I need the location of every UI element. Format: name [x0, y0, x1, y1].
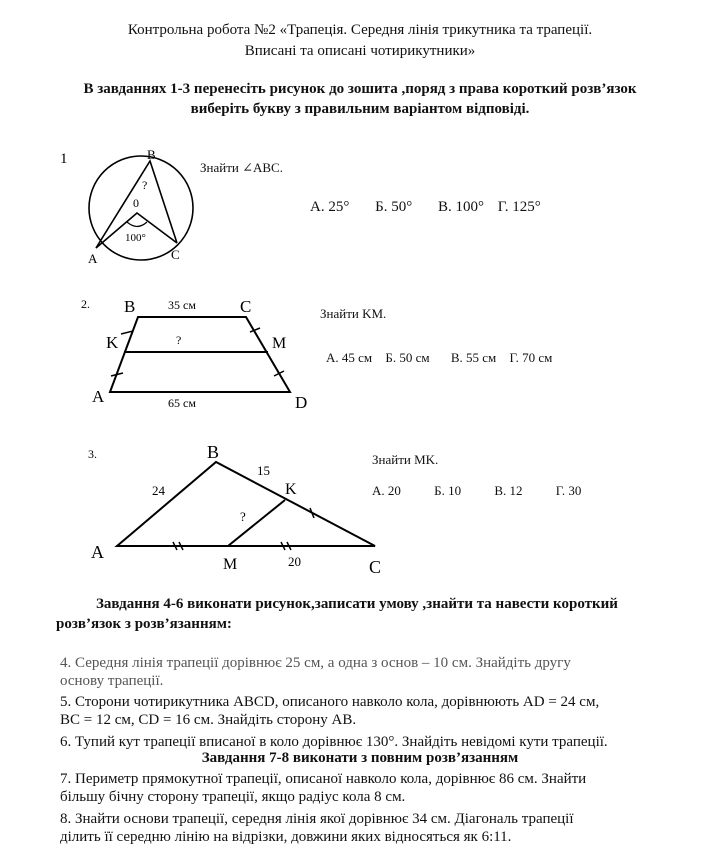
task7-line-2: більшу бічну сторону трапеції, якщо радіус кола 8 см.	[60, 789, 406, 805]
circumscribed-circle	[89, 156, 193, 260]
task3-number: 3.	[88, 447, 97, 461]
title-line-2: Вписані та описані чотирикутники»	[244, 43, 476, 59]
central-angle-arc	[127, 222, 147, 227]
point-d-label: D	[295, 393, 308, 412]
task2-option-b: Б. 50 см	[385, 350, 430, 365]
task5-line-2: BC = 12 см, CD = 16 см. Знайдіть сторону AB.	[60, 712, 357, 728]
midline-mk	[228, 500, 285, 546]
section-4-6-line-1: Завдання 4-6 виконати рисунок,записати умову ,знайти та навести короткий	[96, 596, 618, 612]
task2-figure	[78, 290, 328, 420]
central-angle-value: 100°	[125, 232, 146, 244]
task3-option-d: Г. 30	[555, 483, 582, 498]
section-4-6-heading	[56, 594, 696, 634]
task4-line-2: основу трапеції.	[60, 673, 164, 689]
segment-bk-length: 15	[257, 463, 270, 478]
instructions-line-1: В завданнях 1-3 перенесіть рисунок до зошита ,поряд з права короткий розв’язок	[83, 81, 637, 97]
section-7-8-heading: Завдання 7-8 виконати з повним розв’язанням	[201, 750, 519, 766]
unknown-midline-mark: ?	[176, 333, 182, 347]
task6-line-1: 6. Тупий кут трапеції вписаної в коло дорівнює 130°. Знайдіть невідомі кути трапеції.	[60, 734, 608, 750]
task6	[60, 733, 700, 751]
point-m-label: M	[223, 556, 238, 573]
task3-option-a: А. 20	[372, 483, 401, 498]
task3-question: Знайти MK.	[372, 452, 439, 467]
trapezoid-diagram	[78, 290, 328, 420]
point-c-label: C	[171, 247, 180, 262]
task1-option-c: В. 100°	[437, 199, 484, 215]
title-line-1: Контрольна робота №2 «Трапеція. Середня лінія трикутника та трапеції.	[127, 22, 593, 38]
task8-line-1: 8. Знайти основи трапеції, середня лінія якої дорівнює 34 см. Діагональ трапеції	[60, 811, 574, 827]
bottom-base-length: 65 см	[168, 396, 196, 410]
section-4-6-line-2: розв’язок з розв’язанням:	[56, 616, 232, 632]
point-b-label: B	[147, 147, 156, 162]
document-title	[0, 20, 720, 62]
point-c-label: C	[369, 557, 382, 577]
task1-question: Знайти ∠ABC.	[200, 160, 283, 175]
center-o-label: 0	[133, 196, 139, 210]
task7-line-1: 7. Периметр прямокутної трапеції, описаної навколо кола, дорівнює 86 см. Знайти	[60, 771, 587, 787]
triangle-diagram	[85, 432, 395, 582]
task5	[60, 693, 700, 729]
side-ab-length: 24	[152, 483, 165, 498]
unknown-angle-mark: ?	[142, 178, 148, 192]
task1-option-b: Б. 50°	[375, 199, 413, 215]
circle-diagram	[55, 145, 215, 275]
point-b-label: B	[124, 297, 136, 316]
task5-line-1: 5. Сторони чотирикутника ABCD, описаного навколо кола, дорівнюють AD = 24 см,	[60, 694, 600, 710]
task2-number: 2.	[81, 297, 90, 311]
point-c-label: C	[240, 297, 252, 316]
point-m-label: M	[272, 335, 287, 352]
task8-line-2: ділить її середню лінію на відрізки, довжини яких відносяться як 6:11.	[60, 829, 512, 845]
task2-question: Знайти KM.	[320, 306, 387, 321]
task4-line-1: 4. Середня лінія трапеції дорівнює 25 см, а одна з основ – 10 см. Знайдіть другу	[60, 655, 571, 671]
task3-option-b: Б. 10	[434, 483, 462, 498]
segment-mc-length: 20	[288, 554, 301, 569]
task2-options	[326, 350, 552, 366]
task1-number: 1	[60, 151, 68, 167]
task4	[60, 654, 700, 690]
point-k-label: K	[285, 481, 297, 498]
unknown-mk-mark: ?	[240, 509, 246, 524]
point-a-label: A	[88, 251, 98, 266]
task3-options	[372, 483, 581, 499]
point-b-label: B	[207, 442, 220, 462]
task8	[60, 810, 700, 846]
task3-figure	[85, 432, 395, 582]
task1-option-d: Г. 125°	[497, 199, 541, 215]
point-k-label: K	[106, 333, 119, 352]
point-a-label: A	[91, 542, 104, 562]
task1-option-a: А. 25°	[310, 199, 350, 215]
instructions-line-2: виберіть букву з правильним варіантом відповіді.	[190, 101, 530, 117]
task1-figure	[55, 145, 215, 275]
task2-option-a: А. 45 см	[326, 350, 373, 365]
trapezoid-abcd	[110, 317, 290, 392]
task2-option-d: Г. 70 см	[509, 350, 553, 365]
top-base-length: 35 см	[168, 298, 196, 312]
task1-options	[310, 199, 541, 216]
instructions	[0, 79, 720, 119]
point-a-label: A	[92, 387, 105, 406]
task7	[60, 770, 700, 806]
task2-option-c: В. 55 см	[450, 350, 497, 365]
triangle-abc	[117, 462, 375, 546]
task3-option-c: В. 12	[494, 483, 523, 498]
